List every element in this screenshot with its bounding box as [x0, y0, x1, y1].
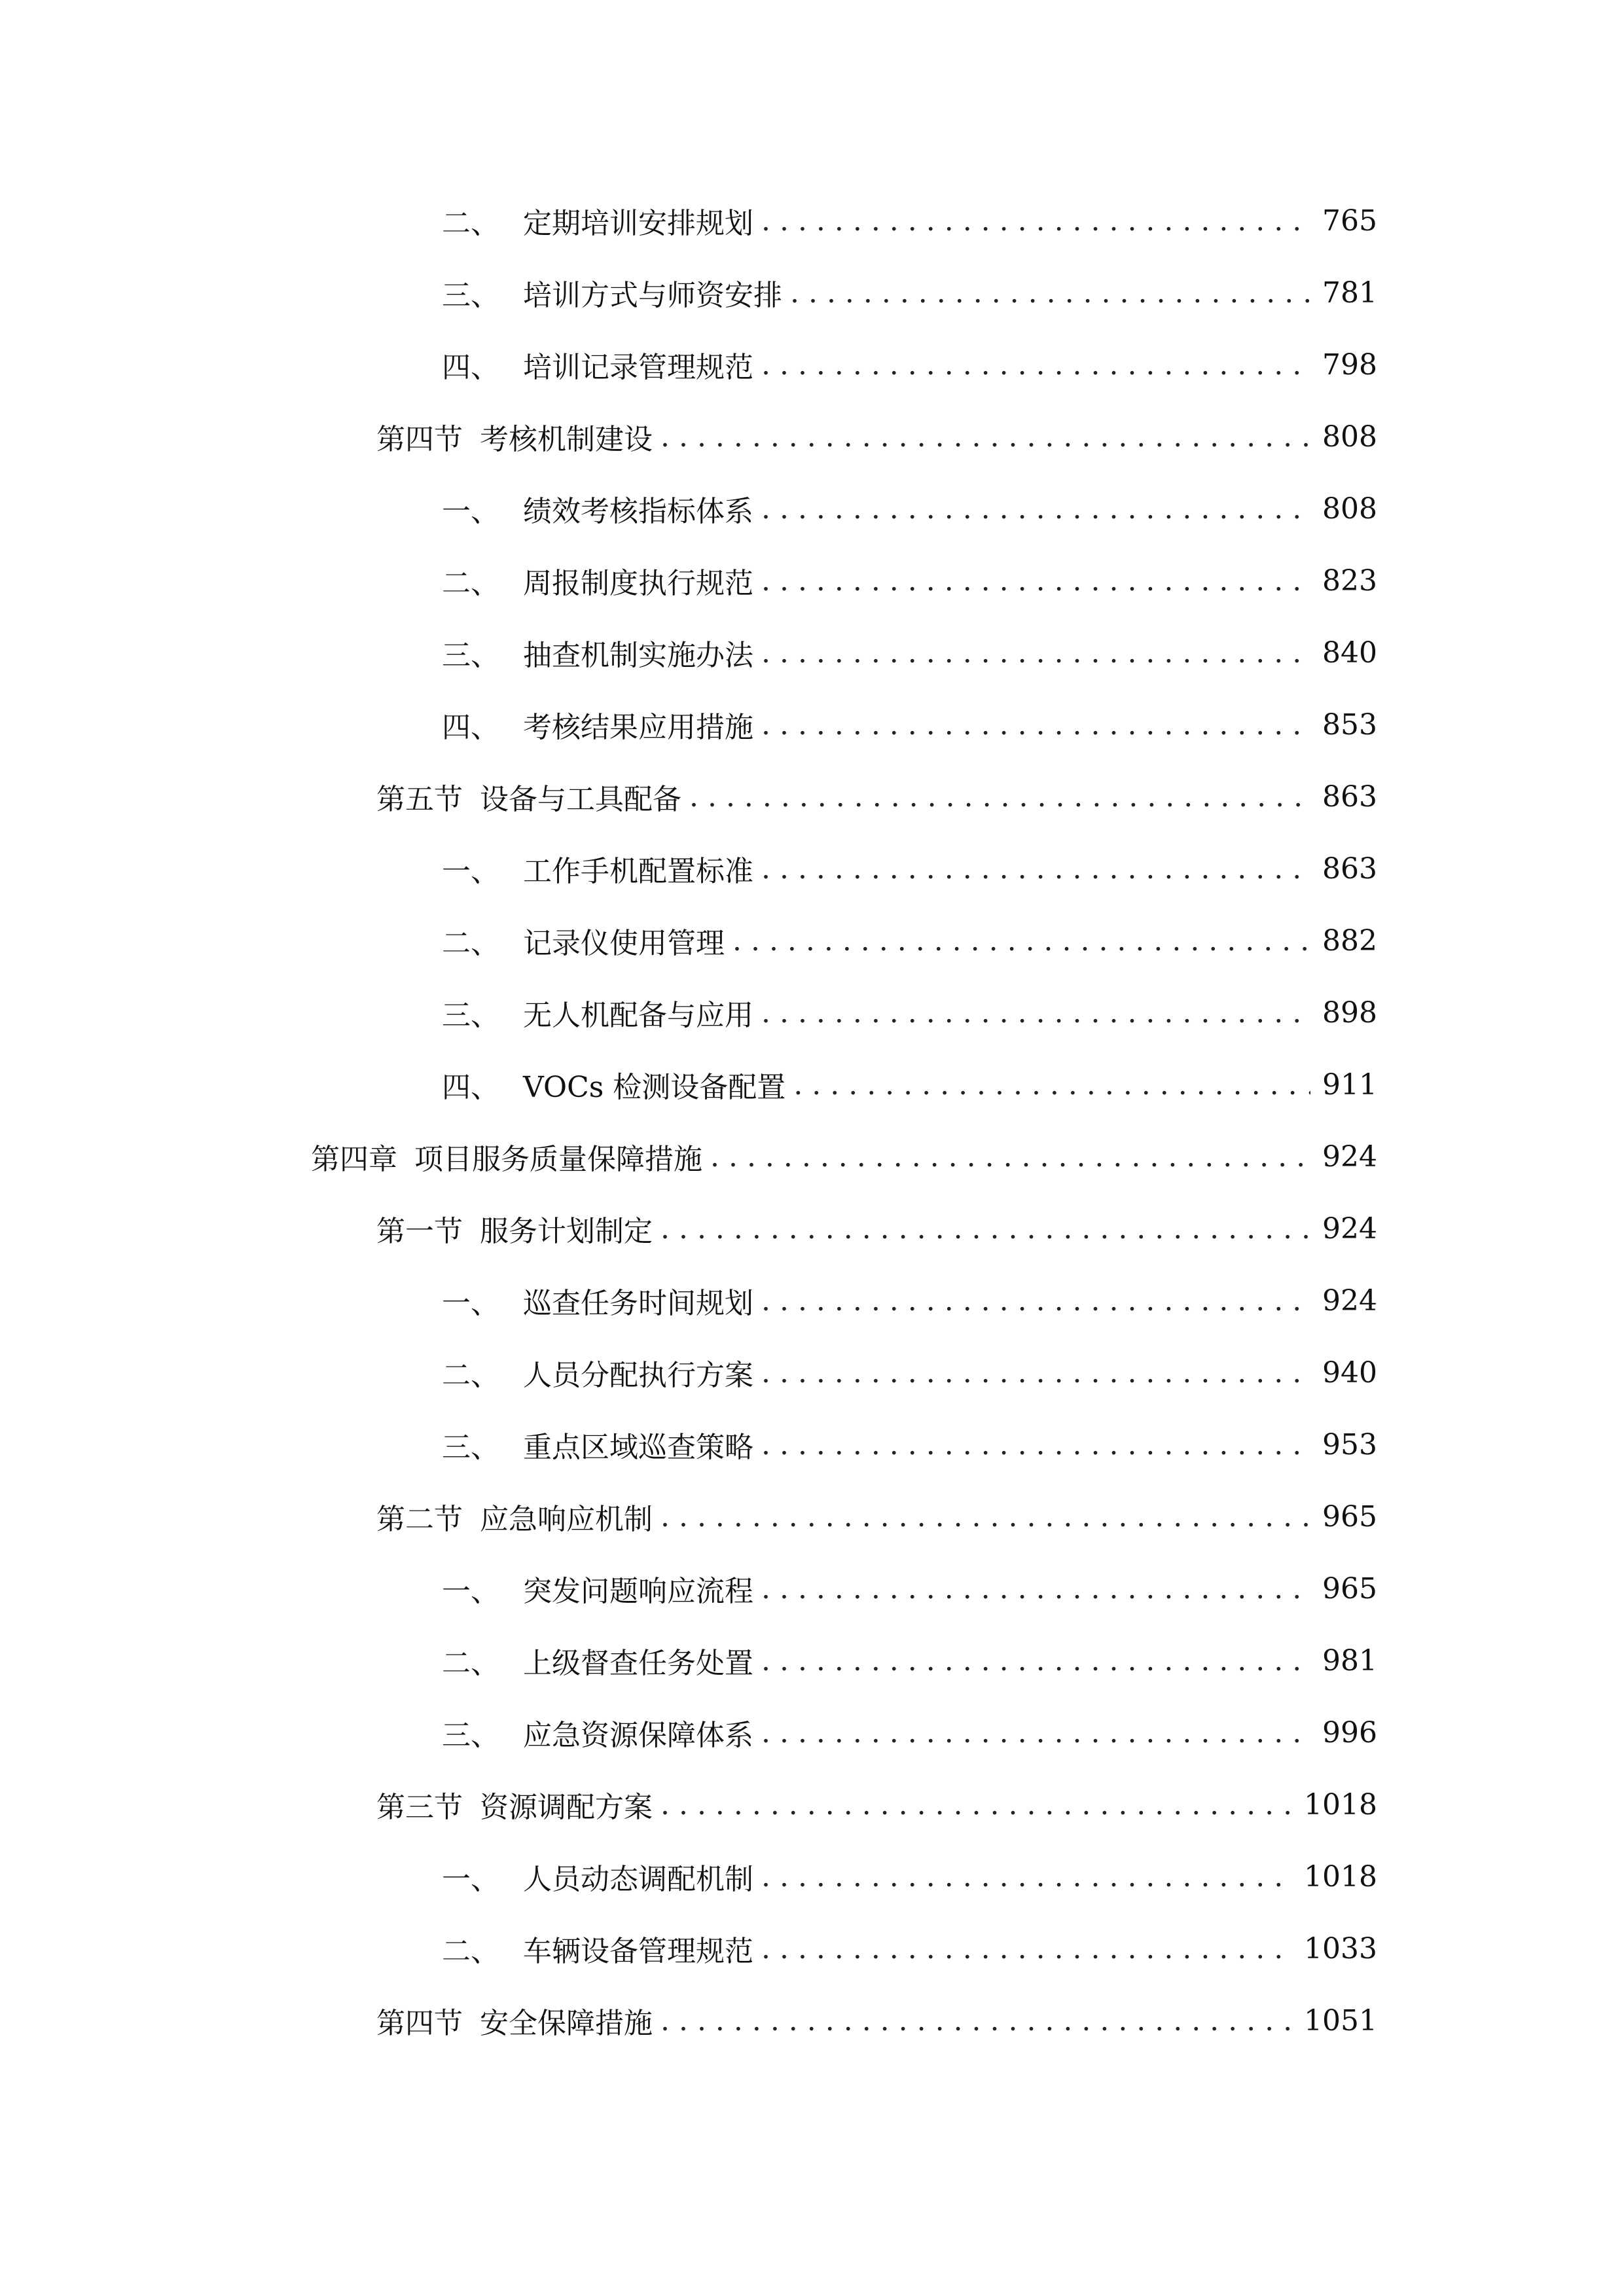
toc-entry[interactable]	[442, 263, 1377, 322]
toc-dot-leader	[660, 420, 1310, 454]
toc-entry-section[interactable]	[376, 1775, 1377, 1834]
toc-dot-leader	[761, 636, 1310, 670]
toc-entry-number: 第四节	[376, 423, 463, 456]
toc-entry[interactable]	[442, 1343, 1377, 1402]
toc-entry-page: 808	[1322, 420, 1377, 454]
toc-dot-leader	[761, 204, 1310, 238]
toc-entry-page: 840	[1322, 636, 1377, 670]
toc-entry-page: 940	[1322, 1355, 1377, 1390]
toc-entry-section[interactable]	[376, 1487, 1377, 1546]
toc-entry-section[interactable]	[376, 1199, 1377, 1258]
toc-entry-number: 三、	[442, 279, 499, 312]
toc-entry-number: 第四节	[376, 2007, 463, 2040]
toc-entry-number: 三、	[442, 1719, 499, 1752]
toc-entry-title: 上级督查任务处置	[523, 1647, 753, 1680]
toc-entry-title: 定期培训安排规划	[523, 207, 753, 240]
toc-entry-title: 无人机配备与应用	[523, 999, 753, 1032]
toc-entry[interactable]	[442, 191, 1377, 250]
toc-entry-title: 重点区域巡查策略	[523, 1431, 753, 1464]
toc-entry-title: 抽查机制实施办法	[523, 639, 753, 672]
toc-dot-leader	[660, 1212, 1310, 1246]
toc-entry[interactable]	[442, 983, 1377, 1042]
toc-entry-title: 巡查任务时间规划	[523, 1287, 753, 1320]
toc-entry-page: 911	[1322, 1067, 1377, 1102]
toc-dot-leader	[761, 1428, 1310, 1462]
toc-entry-title: 人员分配执行方案	[523, 1359, 753, 1392]
toc-dot-leader	[660, 2004, 1292, 2037]
toc-entry[interactable]	[442, 1055, 1377, 1114]
toc-entry-title: 考核机制建设	[480, 423, 653, 456]
toc-entry-title: 绩效考核指标体系	[523, 495, 753, 528]
toc-entry-title: 考核结果应用措施	[523, 711, 753, 744]
toc-entry[interactable]	[442, 695, 1377, 754]
toc-entry[interactable]	[442, 1919, 1377, 1978]
toc-entry[interactable]	[442, 1559, 1377, 1618]
toc-dot-leader	[761, 1860, 1292, 1893]
toc-entry-number: 第五节	[376, 783, 463, 816]
toc-entry-page: 863	[1322, 780, 1377, 814]
toc-entry-section[interactable]	[376, 407, 1377, 466]
toc-dot-leader	[761, 1284, 1310, 1318]
toc-dot-leader	[761, 852, 1310, 886]
toc-entry-number: 二、	[442, 567, 499, 600]
toc-entry[interactable]	[442, 551, 1377, 610]
toc-entry-page: 781	[1322, 276, 1377, 310]
toc-entry-number: 四、	[442, 1071, 499, 1104]
toc-entry[interactable]	[442, 623, 1377, 682]
toc-entry-page: 924	[1322, 1211, 1377, 1246]
toc-entry[interactable]	[442, 1631, 1377, 1690]
toc-entry-title: 安全保障措施	[480, 2007, 653, 2040]
toc-entry-number: 四、	[442, 351, 499, 384]
toc-dot-leader	[761, 1644, 1310, 1677]
toc-entry-page: 924	[1322, 1283, 1377, 1318]
toc-entry-title: 资源调配方案	[480, 1791, 653, 1824]
toc-entry[interactable]	[442, 335, 1377, 394]
toc-entry-page: 996	[1322, 1715, 1377, 1749]
toc-entry-number: 二、	[442, 207, 499, 240]
toc-entry[interactable]	[442, 479, 1377, 538]
toc-dot-leader	[761, 708, 1310, 742]
toc-entry-title: 人员动态调配机制	[523, 1863, 753, 1896]
toc-dot-leader	[790, 276, 1310, 310]
toc-entry-number: 一、	[442, 1287, 499, 1320]
toc-entry-page: 981	[1322, 1643, 1377, 1677]
toc-entry-section[interactable]	[376, 767, 1377, 826]
toc-entry-title: 设备与工具配备	[480, 783, 681, 816]
toc-entry-number: 四、	[442, 711, 499, 744]
toc-dot-leader	[761, 1356, 1310, 1390]
toc-entry-page: 853	[1322, 708, 1377, 742]
toc-entry-page: 1051	[1304, 2003, 1377, 2037]
toc-entry-title: 项目服务质量保障措施	[414, 1143, 702, 1176]
toc-entry-number: 第三节	[376, 1791, 463, 1824]
toc-entry[interactable]	[442, 1415, 1377, 1474]
toc-entry-section[interactable]	[376, 1991, 1377, 2050]
toc-entry-page: 898	[1322, 996, 1377, 1030]
toc-entry-title: 培训方式与师资安排	[523, 279, 782, 312]
toc-entry-number: 二、	[442, 1935, 499, 1968]
toc-entry-page: 965	[1322, 1499, 1377, 1534]
toc-entry-page: 1018	[1304, 1787, 1377, 1821]
toc-entry-title: 周报制度执行规范	[523, 567, 753, 600]
toc-entry-page: 798	[1322, 348, 1377, 382]
toc-dot-leader	[761, 1932, 1292, 1965]
toc-entry-page: 823	[1322, 564, 1377, 598]
toc-entry-number: 二、	[442, 927, 499, 960]
toc-entry-title: 培训记录管理规范	[523, 351, 753, 384]
toc-entry-number: 三、	[442, 1431, 499, 1464]
toc-entry-number: 三、	[442, 999, 499, 1032]
toc-entry-number: 第四章	[311, 1143, 397, 1176]
toc-dot-leader	[793, 1068, 1310, 1102]
toc-entry-title: 记录仪使用管理	[523, 927, 725, 960]
toc-dot-leader	[761, 492, 1310, 526]
toc-entry-page: 1033	[1304, 1931, 1377, 1965]
toc-entry-chapter[interactable]	[311, 1127, 1377, 1186]
toc-entry-page: 924	[1322, 1139, 1377, 1174]
toc-entry-page: 882	[1322, 924, 1377, 958]
toc-dot-leader	[761, 1716, 1310, 1749]
toc-entry-number: 二、	[442, 1359, 499, 1392]
toc-dot-leader	[689, 780, 1310, 814]
toc-entry-title: 突发问题响应流程	[523, 1575, 753, 1608]
toc-dot-leader	[660, 1788, 1292, 1821]
toc-dot-leader	[761, 348, 1310, 382]
toc-entry[interactable]	[442, 1847, 1377, 1906]
toc-entry[interactable]	[442, 1271, 1377, 1330]
toc-dot-leader	[761, 1572, 1310, 1605]
toc-entry-number: 第一节	[376, 1215, 463, 1248]
toc-entry-page: 808	[1322, 492, 1377, 526]
toc-entry-page: 965	[1322, 1571, 1377, 1605]
toc-entry-title: 应急响应机制	[480, 1503, 653, 1536]
toc-entry-title: VOCs 检测设备配置	[523, 1071, 786, 1104]
toc-entry-number: 一、	[442, 495, 499, 528]
toc-entry-number: 一、	[442, 1575, 499, 1608]
toc-dot-leader	[710, 1140, 1310, 1174]
toc-dot-leader	[761, 996, 1310, 1030]
toc-entry-page: 1018	[1304, 1859, 1377, 1893]
toc-dot-leader	[732, 924, 1310, 958]
toc-entry[interactable]	[442, 839, 1377, 898]
toc-entry-number: 二、	[442, 1647, 499, 1680]
toc-entry[interactable]	[442, 911, 1377, 970]
toc-entry-number: 一、	[442, 1863, 499, 1896]
toc-dot-leader	[761, 564, 1310, 598]
toc-entry-title: 车辆设备管理规范	[523, 1935, 753, 1968]
toc-entry-title: 应急资源保障体系	[523, 1719, 753, 1752]
toc-entry-page: 863	[1322, 852, 1377, 886]
toc-entry-title: 工作手机配置标准	[523, 855, 753, 888]
toc-entry-page: 765	[1322, 204, 1377, 238]
toc-entry-number: 第二节	[376, 1503, 463, 1536]
toc-entry-number: 三、	[442, 639, 499, 672]
toc-entry-page: 953	[1322, 1427, 1377, 1462]
toc-entry-number: 一、	[442, 855, 499, 888]
toc-dot-leader	[660, 1500, 1310, 1534]
toc-entry-title: 服务计划制定	[480, 1215, 653, 1248]
toc-entry[interactable]	[442, 1703, 1377, 1762]
